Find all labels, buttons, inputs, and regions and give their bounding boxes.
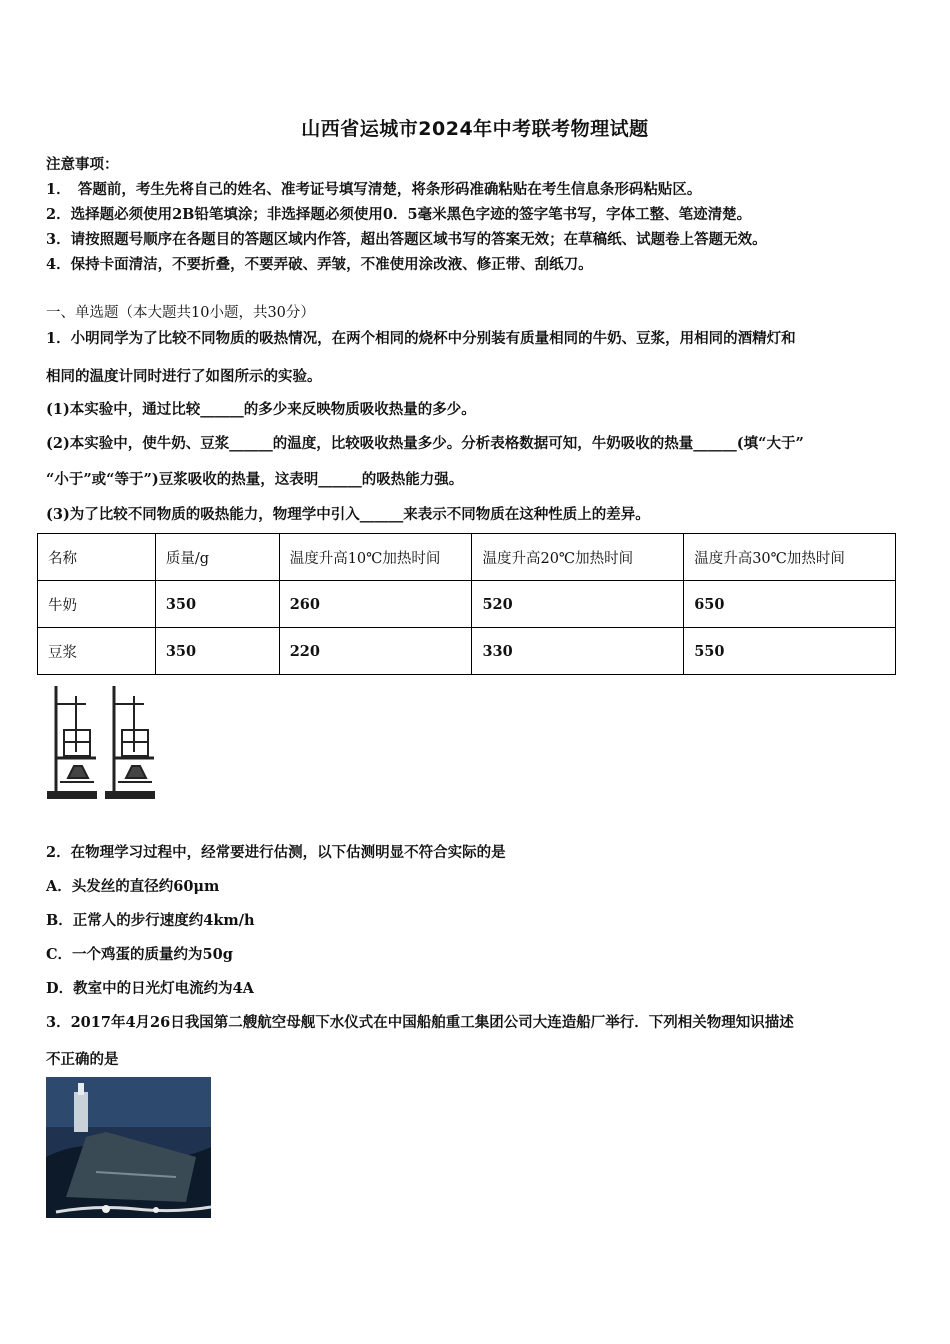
section-heading: 一、单选题（本大题共10小题，共30分） [46, 305, 315, 321]
q2-option-b: B．正常人的步行速度约4km/h [46, 912, 255, 929]
table-header-cell: 质量/g [155, 534, 279, 581]
q1-part2-line2: “小于”或“等于”)豆浆吸收的热量，这表明______的吸热能力强。 [46, 471, 464, 488]
experiment-apparatus-figure [46, 682, 158, 800]
notice-item: 1． 答题前，考生先将自己的姓名、准考证号填写清楚，将条形码准确粘贴在考生信息条形码粘贴区。 [46, 181, 702, 198]
table-cell: 350 [155, 628, 279, 675]
table-cell: 220 [279, 628, 472, 675]
notice-item: 2．选择题必须使用2B铅笔填涂；非选择题必须使用0．5毫米黑色字迹的签字笔书写，字体工整、笔迹清楚。 [46, 206, 752, 223]
q2-stem: 2．在物理学习过程中，经常要进行估测，以下估测明显不符合实际的是 [46, 844, 506, 861]
aircraft-carrier-photo [46, 1077, 211, 1218]
table-cell: 350 [155, 581, 279, 628]
q2-option-c: C．一个鸡蛋的质量约为50g [46, 946, 233, 963]
table-header-cell: 温度升高20℃加热时间 [472, 534, 684, 581]
table-cell: 520 [472, 581, 684, 628]
table-header-row [38, 534, 896, 581]
apparatus-right [106, 686, 154, 798]
q1-part3: (3)为了比较不同物质的吸热能力，物理学中引入______来表示不同物质在这种性质上的差异。 [46, 506, 650, 523]
q1-stem-line2: 相同的温度计同时进行了如图所示的实验。 [46, 368, 322, 385]
table-cell: 550 [684, 628, 896, 675]
q3-stem-line1: 3．2017年4月26日我国第二艘航空母舰下水仪式在中国船舶重工集团公司大连造船厂举行．下列相关物理知识描述 [46, 1014, 794, 1031]
table-cell: 牛奶 [38, 581, 156, 628]
data-table [37, 533, 896, 675]
q2-option-d: D．教室中的日光灯电流约为4A [46, 980, 254, 997]
notice-heading: 注意事项： [46, 156, 119, 173]
table-cell: 260 [279, 581, 472, 628]
table-cell: 650 [684, 581, 896, 628]
notice-item: 3．请按照题号顺序在各题目的答题区域内作答，超出答题区域书写的答案无效；在草稿纸、试题卷上答题无效。 [46, 231, 767, 248]
q1-part1: (1)本实验中，通过比较______的多少来反映物质吸收热量的多少。 [46, 401, 476, 418]
apparatus-left [48, 686, 96, 798]
table-row [38, 581, 896, 628]
q1-stem-line1: 1．小明同学为了比较不同物质的吸热情况，在两个相同的烧杯中分别装有质量相同的牛奶、豆浆，用相同的酒精灯和 [46, 330, 796, 347]
table-header-cell: 温度升高30℃加热时间 [684, 534, 896, 581]
table-header-cell: 名称 [38, 534, 156, 581]
table-cell: 330 [472, 628, 684, 675]
table-header-cell: 温度升高10℃加热时间 [279, 534, 472, 581]
table-cell: 豆浆 [38, 628, 156, 675]
page-title: 山西省运城市2024年中考联考物理试题 [301, 118, 649, 140]
q1-part2-line1: (2)本实验中，使牛奶、豆浆______的温度，比较吸收热量多少。分析表格数据可知，牛奶吸收的热量______(填“大于” [46, 435, 804, 452]
q3-stem-line2: 不正确的是 [46, 1051, 119, 1068]
q2-option-a: A．头发丝的直径约60μm [46, 878, 220, 895]
notice-item: 4．保持卡面清洁，不要折叠，不要弄破、弄皱，不准使用涂改液、修正带、刮纸刀。 [46, 256, 593, 273]
table-row [38, 628, 896, 675]
